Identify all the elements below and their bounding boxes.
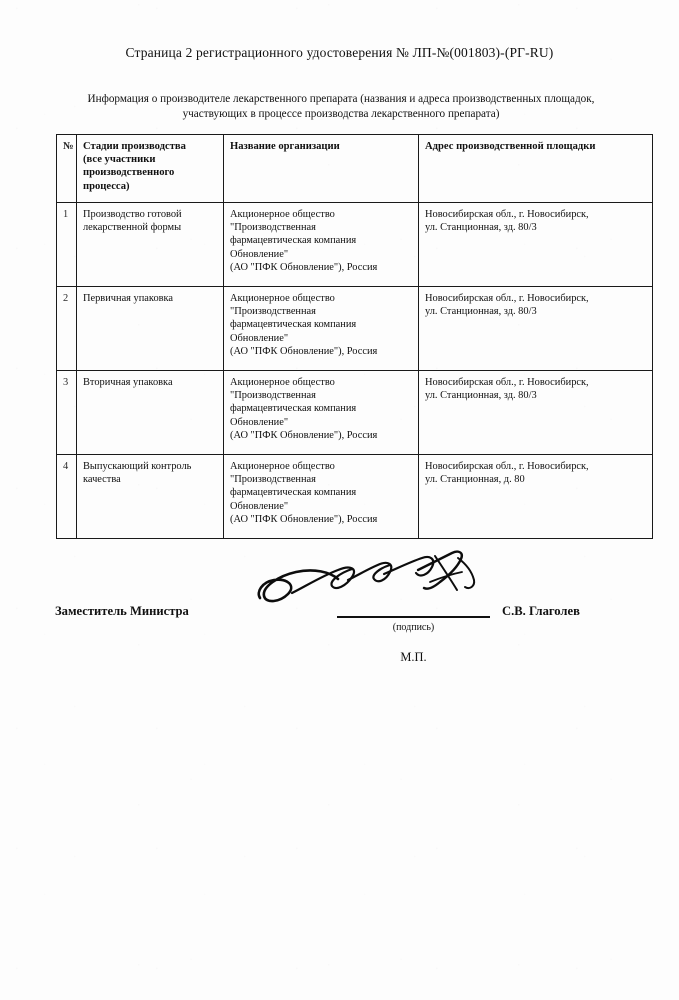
org-line: фармацевтическая компания (230, 235, 357, 247)
address-line: ул. Станционная, д. 80 (425, 474, 525, 486)
row-number: 3 (57, 371, 77, 455)
row-organization (224, 371, 419, 455)
signature-caption: (подпись) (392, 622, 435, 633)
table-header-row (57, 135, 653, 203)
signature-block (0, 596, 679, 686)
signatory-title: Заместитель Министра (55, 604, 189, 618)
org-line: "Производственная (230, 222, 316, 234)
column-header-organization: Название организации (224, 135, 419, 203)
row-number: 4 (57, 455, 77, 539)
handwritten-signature-icon (252, 546, 507, 616)
address-line: ул. Станционная, зд. 80/3 (425, 390, 537, 402)
row-stage: Производство готовой лекарственной формы (77, 203, 224, 287)
org-line: Обновление" (230, 332, 289, 344)
seal-placeholder: М.П. (400, 650, 427, 664)
header-stage-line-3: производственного (83, 167, 175, 179)
address-line: Новосибирская обл., г. Новосибирск, (425, 293, 589, 304)
column-header-stage (77, 135, 224, 203)
org-line: Акционерное общество (230, 209, 335, 220)
address-line: Новосибирская обл., г. Новосибирск, (425, 209, 589, 220)
row-address (419, 287, 653, 371)
row-number: 2 (57, 287, 77, 371)
row-address (419, 371, 653, 455)
header-stage-line-2: (все участники (83, 154, 156, 166)
signatory-name: С.В. Глаголев (502, 604, 580, 618)
row-organization (224, 455, 419, 539)
address-line: Новосибирская обл., г. Новосибирск, (425, 461, 589, 472)
subtitle-line-1: Информация о производителе лекарственного препарата (названия и адреса производственных площадок, (87, 93, 595, 105)
column-header-address: Адрес производственной площадки (419, 135, 653, 203)
org-line: фармацевтическая компания (230, 487, 357, 499)
org-line: Обновление" (230, 500, 289, 512)
org-line: (АО "ПФК Обновление"), Россия (230, 261, 378, 273)
org-line: (АО "ПФК Обновление"), Россия (230, 429, 378, 441)
manufacturer-table (56, 134, 653, 539)
org-line: фармацевтическая компания (230, 319, 357, 331)
org-line: Обновление" (230, 248, 289, 260)
org-line: Обновление" (230, 416, 289, 428)
table-row (57, 287, 653, 371)
column-header-number: № (57, 135, 77, 203)
table-row (57, 203, 653, 287)
org-line: фармацевтическая компания (230, 403, 357, 415)
document-subtitle (52, 92, 630, 122)
org-line: Акционерное общество (230, 377, 335, 388)
page-title: Страница 2 регистрационного удостоверения № ЛП-№(001803)-(РГ-RU) (125, 45, 554, 60)
signature-line (337, 616, 490, 618)
table-row (57, 371, 653, 455)
address-line: Новосибирская обл., г. Новосибирск, (425, 377, 589, 388)
address-line: ул. Станционная, зд. 80/3 (425, 222, 537, 234)
org-line: "Производственная (230, 306, 316, 318)
org-line: "Производственная (230, 474, 316, 486)
org-line: Акционерное общество (230, 293, 335, 304)
row-stage: Вторичная упаковка (77, 371, 224, 455)
row-number: 1 (57, 203, 77, 287)
org-line: (АО "ПФК Обновление"), Россия (230, 513, 378, 525)
row-organization (224, 203, 419, 287)
org-line: (АО "ПФК Обновление"), Россия (230, 345, 378, 357)
table-row (57, 455, 653, 539)
org-line: "Производственная (230, 390, 316, 402)
org-line: Акционерное общество (230, 461, 335, 472)
subtitle-line-2: участвующих в процессе производства лекарственного препарата) (182, 108, 500, 120)
address-line: ул. Станционная, зд. 80/3 (425, 306, 537, 318)
header-stage-line-1: Стадии производства (83, 141, 186, 152)
row-stage: Выпускающий контроль качества (77, 455, 224, 539)
row-stage: Первичная упаковка (77, 287, 224, 371)
row-address (419, 203, 653, 287)
row-address (419, 455, 653, 539)
header-stage-line-4: процесса) (83, 180, 130, 192)
row-organization (224, 287, 419, 371)
